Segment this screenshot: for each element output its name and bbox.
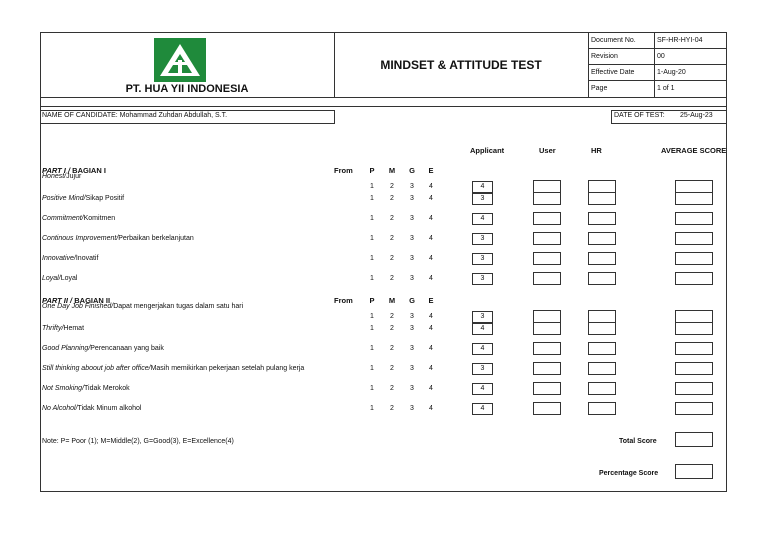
hr-score-field[interactable] xyxy=(588,252,616,265)
scale-option-p[interactable]: 1 xyxy=(370,345,374,352)
col-header-user: User xyxy=(539,146,556,155)
average-score-field[interactable] xyxy=(675,402,713,415)
scale-option-g[interactable]: 3 xyxy=(410,405,414,412)
scale-option-g[interactable]: 3 xyxy=(410,215,414,222)
part-1-from: From xyxy=(334,166,353,175)
criterion-indonesian: Hemat xyxy=(63,325,85,332)
scale-option-g[interactable]: 3 xyxy=(410,385,414,392)
hr-score-field[interactable] xyxy=(588,272,616,285)
scale-option-e[interactable]: 4 xyxy=(429,215,433,222)
criterion-english: No Alcohol/ xyxy=(42,405,78,412)
header-divider-right xyxy=(588,32,589,98)
scale-option-m[interactable]: 2 xyxy=(390,385,394,392)
criterion-indonesian: Dapat mengerjakan tugas dalam satu hari xyxy=(113,303,244,310)
scale-option-p[interactable]: 1 xyxy=(370,235,374,242)
hr-score-field[interactable] xyxy=(588,362,616,375)
scale-option-e[interactable]: 4 xyxy=(429,183,433,190)
form-sheet xyxy=(40,32,727,492)
criterion-english: Not Smoking/ xyxy=(42,385,85,392)
applicant-score-field[interactable]: 3 xyxy=(472,273,493,285)
user-score-field[interactable] xyxy=(533,232,561,245)
scale-option-m[interactable]: 2 xyxy=(390,365,394,372)
user-score-field[interactable] xyxy=(533,192,561,205)
criterion-label xyxy=(42,215,115,222)
hr-score-field[interactable] xyxy=(588,342,616,355)
criterion-english: Loyal/ xyxy=(42,275,61,282)
criterion-label xyxy=(42,405,141,412)
hr-score-field[interactable] xyxy=(588,192,616,205)
applicant-score-field[interactable]: 4 xyxy=(472,403,493,415)
scale-option-e[interactable]: 4 xyxy=(429,255,433,262)
test-date-label: DATE OF TEST: xyxy=(614,112,665,119)
applicant-score-field[interactable]: 3 xyxy=(472,253,493,265)
scale-option-g[interactable]: 3 xyxy=(410,313,414,320)
criterion-indonesian: Masih memikirkan pekerjaan setelah pulang kerja xyxy=(150,365,305,372)
scale-option-e[interactable]: 4 xyxy=(429,345,433,352)
criterion-english: Good Planning/ xyxy=(42,345,91,352)
scale-option-g[interactable]: 3 xyxy=(410,345,414,352)
scale-option-e[interactable]: 4 xyxy=(429,195,433,202)
criterion-indonesian: Perencanaan yang baik xyxy=(90,345,164,352)
average-score-field[interactable] xyxy=(675,192,713,205)
header-bottom-rule xyxy=(40,97,727,98)
scale-option-m[interactable]: 2 xyxy=(390,235,394,242)
criterion-english: Honest/ xyxy=(42,173,67,180)
meta-label-document-no: Document No. xyxy=(591,37,636,44)
criterion-indonesian: Sikap Positif xyxy=(85,195,125,202)
part-2-from: From xyxy=(334,296,353,305)
hr-score-field[interactable] xyxy=(588,212,616,225)
average-score-field[interactable] xyxy=(675,252,713,265)
scale-option-p[interactable]: 1 xyxy=(370,195,374,202)
meta-divider xyxy=(654,32,655,98)
applicant-score-field[interactable]: 3 xyxy=(472,363,493,375)
scale-option-p[interactable]: 1 xyxy=(370,385,374,392)
scale-option-m[interactable]: 2 xyxy=(390,255,394,262)
criterion-indonesian: Tidak Merokok xyxy=(84,385,130,392)
applicant-score-field[interactable]: 4 xyxy=(472,181,493,193)
criterion-label xyxy=(42,385,130,392)
applicant-score-field[interactable]: 3 xyxy=(472,311,493,323)
criterion-indonesian: Jujur xyxy=(66,173,82,180)
average-score-field[interactable] xyxy=(675,272,713,285)
scale-option-e[interactable]: 4 xyxy=(429,385,433,392)
meta-value-document-no: SF-HR-HYI-04 xyxy=(657,37,703,44)
scale-option-e[interactable]: 4 xyxy=(429,325,433,332)
meta-label-effective-date: Effective Date xyxy=(591,69,635,76)
criterion-english: Continous Improvement/ xyxy=(42,235,119,242)
meta-row-rule-1 xyxy=(588,48,727,49)
part-1-scale-e: E xyxy=(428,166,434,175)
criterion-label xyxy=(42,173,81,180)
scale-option-g[interactable]: 3 xyxy=(410,183,414,190)
scale-option-m[interactable]: 2 xyxy=(390,405,394,412)
applicant-score-field[interactable]: 4 xyxy=(472,343,493,355)
criterion-label xyxy=(42,303,243,310)
applicant-score-field[interactable]: 3 xyxy=(472,233,493,245)
test-date-value: 25-Aug-23 xyxy=(680,112,713,119)
applicant-score-field[interactable]: 4 xyxy=(472,213,493,225)
hr-score-field[interactable] xyxy=(588,322,616,335)
criterion-english: Positive Mind/ xyxy=(42,195,86,202)
scale-option-p[interactable]: 1 xyxy=(370,183,374,190)
scale-option-g[interactable]: 3 xyxy=(410,325,414,332)
user-score-field[interactable] xyxy=(533,212,561,225)
scale-option-m[interactable]: 2 xyxy=(390,275,394,282)
hr-score-field[interactable] xyxy=(588,402,616,415)
scale-option-p[interactable]: 1 xyxy=(370,275,374,282)
average-score-field[interactable] xyxy=(675,362,713,375)
col-header-hr: HR xyxy=(591,146,602,155)
form-title: MINDSET & ATTITUDE TEST xyxy=(380,58,542,72)
scale-option-g[interactable]: 3 xyxy=(410,195,414,202)
hr-score-field[interactable] xyxy=(588,232,616,245)
part-1-scale-g: G xyxy=(409,166,415,175)
scale-option-g[interactable]: 3 xyxy=(410,235,414,242)
scale-option-m[interactable]: 2 xyxy=(390,215,394,222)
scale-option-p[interactable]: 1 xyxy=(370,255,374,262)
meta-label-page: Page xyxy=(591,85,608,92)
criterion-english: Commitment/ xyxy=(42,215,84,222)
company-logo xyxy=(154,38,206,82)
scale-option-m[interactable]: 2 xyxy=(390,345,394,352)
meta-value-page: 1 of 1 xyxy=(657,85,675,92)
company-name: PT. HUA YII INDONESIA xyxy=(125,83,249,95)
part-1-title: PART I / BAGIAN I xyxy=(42,166,106,175)
part-2-title: PART II / BAGIAN II xyxy=(42,296,111,305)
candidate-name-label: NAME OF CANDIDATE: Mohammad Zuhdan Abdullah, S.T. xyxy=(42,112,228,119)
applicant-score-field[interactable]: 4 xyxy=(472,323,493,335)
average-score-field[interactable] xyxy=(675,342,713,355)
meta-row-rule-3 xyxy=(588,80,727,81)
scale-option-e[interactable]: 4 xyxy=(429,365,433,372)
criterion-indonesian: Perbaikan berkelanjutan xyxy=(118,235,194,242)
scale-option-m[interactable]: 2 xyxy=(390,313,394,320)
user-score-field[interactable] xyxy=(533,382,561,395)
criterion-label xyxy=(42,255,98,262)
user-score-field[interactable] xyxy=(533,342,561,355)
user-score-field[interactable] xyxy=(533,272,561,285)
criterion-english: Thrifty/ xyxy=(42,325,64,332)
scale-option-m[interactable]: 2 xyxy=(390,183,394,190)
scale-option-e[interactable]: 4 xyxy=(429,235,433,242)
applicant-score-field[interactable]: 3 xyxy=(472,193,493,205)
scale-option-m[interactable]: 2 xyxy=(390,195,394,202)
scale-option-m[interactable]: 2 xyxy=(390,325,394,332)
scale-option-p[interactable]: 1 xyxy=(370,365,374,372)
meta-value-effective-date: 1-Aug-20 xyxy=(657,69,686,76)
average-score-field[interactable] xyxy=(675,382,713,395)
total-score-field[interactable] xyxy=(675,432,713,447)
scale-option-g[interactable]: 3 xyxy=(410,275,414,282)
scale-option-g[interactable]: 3 xyxy=(410,365,414,372)
part-2-scale-p: P xyxy=(369,296,375,305)
user-score-field[interactable] xyxy=(533,252,561,265)
col-header-average: AVERAGE SCORE xyxy=(661,146,727,155)
criterion-label xyxy=(42,195,124,202)
meta-value-revision: 00 xyxy=(657,53,665,60)
part-1-scale-p: P xyxy=(369,166,375,175)
user-score-field[interactable] xyxy=(533,402,561,415)
criterion-label xyxy=(42,235,194,242)
criterion-indonesian: Tidak Minum alkohol xyxy=(77,405,142,412)
average-score-field[interactable] xyxy=(675,322,713,335)
criterion-indonesian: Komitmen xyxy=(83,215,116,222)
hr-score-field[interactable] xyxy=(588,382,616,395)
user-score-field[interactable] xyxy=(533,322,561,335)
part-2-scale-e: E xyxy=(428,296,434,305)
scale-option-e[interactable]: 4 xyxy=(429,275,433,282)
part-2-scale-m: M xyxy=(388,296,396,305)
criterion-indonesian: Loyal xyxy=(60,275,78,282)
average-score-field[interactable] xyxy=(675,212,713,225)
criterion-label xyxy=(42,275,77,282)
average-score-field[interactable] xyxy=(675,232,713,245)
criterion-english: Innovative/ xyxy=(42,255,76,262)
percentage-score-field[interactable] xyxy=(675,464,713,479)
scale-option-g[interactable]: 3 xyxy=(410,255,414,262)
meta-row-rule-2 xyxy=(588,64,727,65)
part-1-scale-m: M xyxy=(388,166,396,175)
scoring-note: Note: P= Poor (1); M=Middle(2), G=Good(3), E=Excellence(4) xyxy=(42,438,234,445)
percentage-score-label: Percentage Score xyxy=(599,470,659,477)
header-second-rule xyxy=(40,106,727,107)
total-score-label: Total Score xyxy=(619,438,657,445)
criterion-english: One Day Job Finished/ xyxy=(42,303,114,310)
scale-option-e[interactable]: 4 xyxy=(429,405,433,412)
scale-option-p[interactable]: 1 xyxy=(370,405,374,412)
scale-option-p[interactable]: 1 xyxy=(370,215,374,222)
scale-option-p[interactable]: 1 xyxy=(370,325,374,332)
criterion-label xyxy=(42,325,84,332)
applicant-score-field[interactable]: 4 xyxy=(472,383,493,395)
user-score-field[interactable] xyxy=(533,362,561,375)
scale-option-e[interactable]: 4 xyxy=(429,313,433,320)
col-header-applicant: Applicant xyxy=(470,146,505,155)
criterion-indonesian: Inovatif xyxy=(75,255,99,262)
criterion-label xyxy=(42,365,304,372)
part-2-scale-g: G xyxy=(409,296,415,305)
criterion-label xyxy=(42,345,164,352)
meta-label-revision: Revision xyxy=(591,53,618,60)
criterion-english: Still thinking aboout job after office/ xyxy=(42,365,151,372)
scale-option-p[interactable]: 1 xyxy=(370,313,374,320)
